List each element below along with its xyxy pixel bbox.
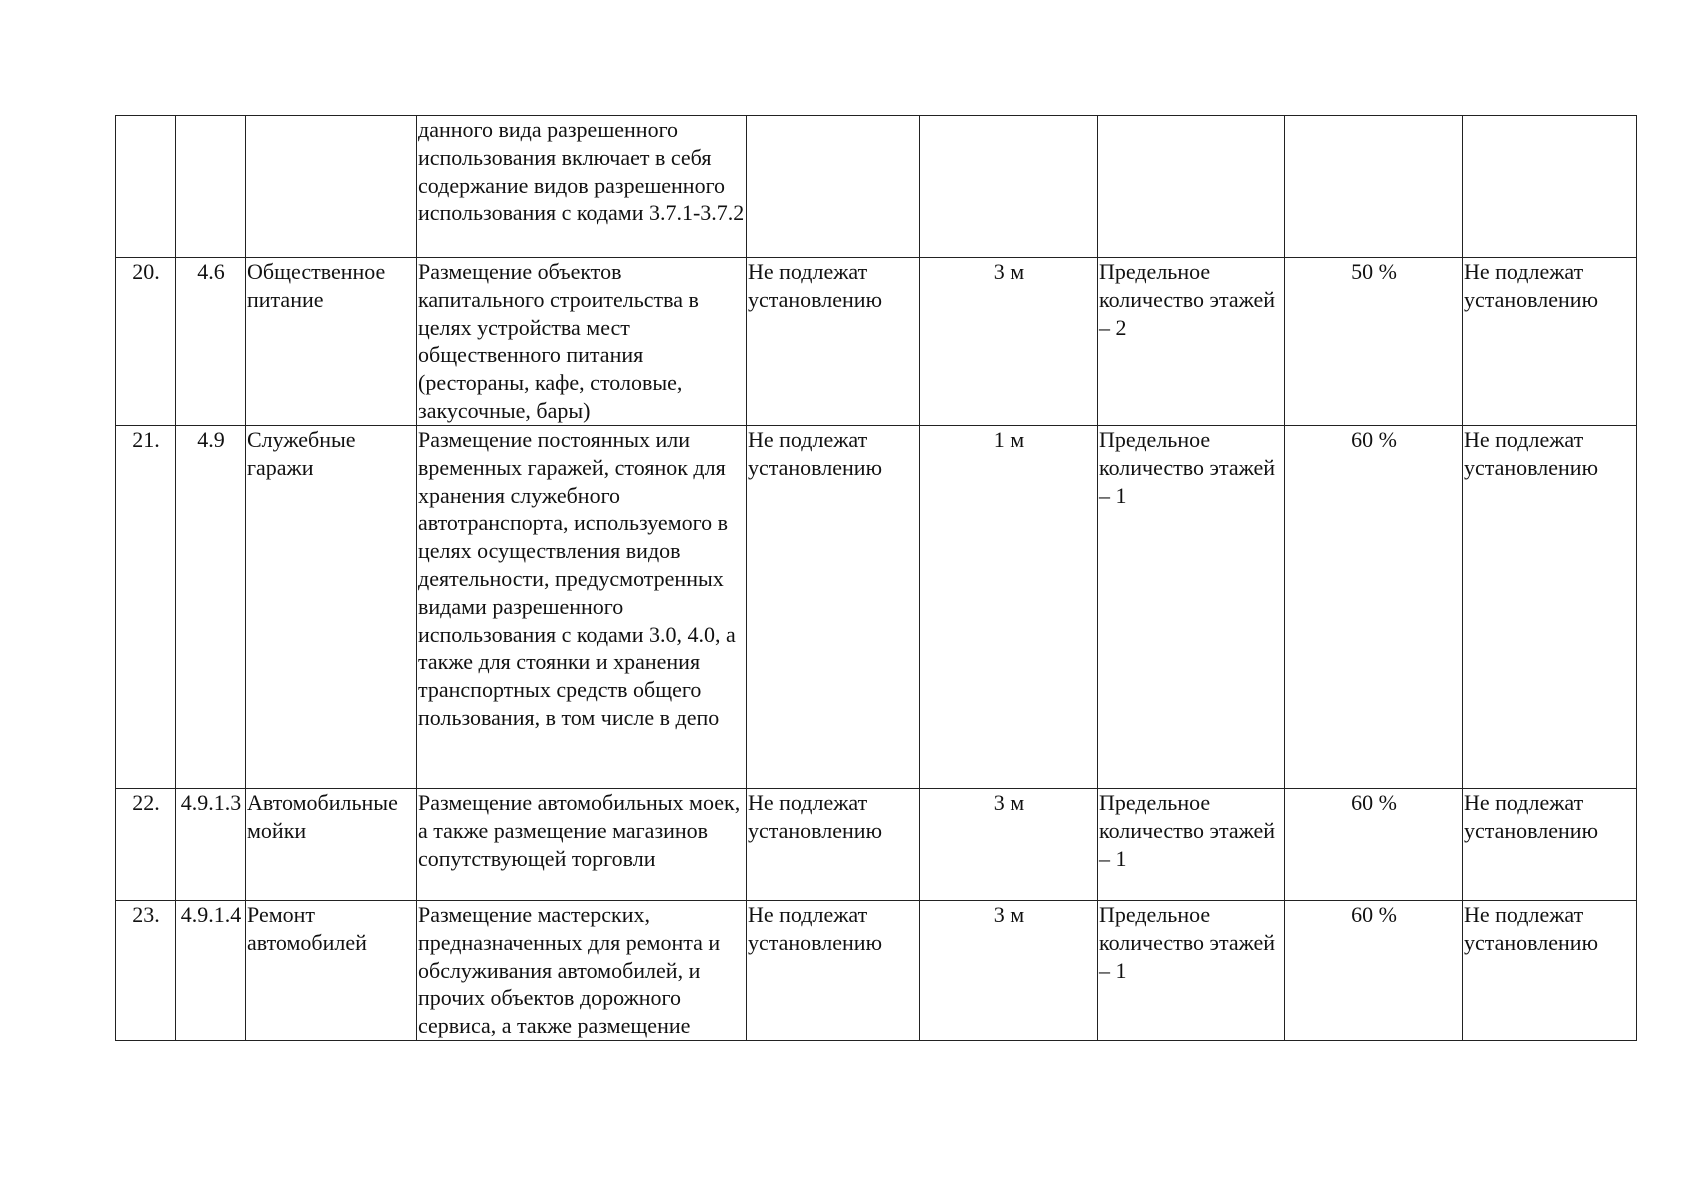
cell-col9: Не подлежат установлению <box>1463 426 1637 789</box>
cell-percent: 60 % <box>1285 789 1463 901</box>
cell-col5: Не подлежат установлению <box>747 789 920 901</box>
cell-col9: Не подлежат установлению <box>1463 789 1637 901</box>
table-row <box>116 426 1637 789</box>
table-row <box>116 789 1637 901</box>
cell-num: 22. <box>116 789 176 901</box>
cell-col5: Не подлежат установлению <box>747 901 920 1041</box>
cell-floors <box>1098 116 1285 258</box>
cell-code <box>176 116 246 258</box>
cell-description: Размещение мастерских, предназначенных для ремонта и обслуживания автомобилей, и прочих объектов дорожного сервиса, а также размещение <box>417 901 747 1041</box>
cell-col9 <box>1463 116 1637 258</box>
cell-description: Размещение объектов капитального строительства в целях устройства мест общественного питания (рестораны, кафе, столовые, закусочные, бары) <box>417 258 747 426</box>
cell-percent: 50 % <box>1285 258 1463 426</box>
cell-floors: Предельное количество этажей – 1 <box>1098 789 1285 901</box>
cell-floors: Предельное количество этажей – 2 <box>1098 258 1285 426</box>
cell-col5: Не подлежат установлению <box>747 426 920 789</box>
cell-description: данного вида разрешенного использования включает в себя содержание видов разрешенного использования с кодами 3.7.1-3.7.2 <box>417 116 747 258</box>
cell-col9: Не подлежат установлению <box>1463 258 1637 426</box>
cell-indent <box>920 116 1098 258</box>
cell-col9: Не подлежат установлению <box>1463 901 1637 1041</box>
cell-name <box>246 116 417 258</box>
cell-description: Размещение постоянных или временных гаражей, стоянок для хранения служебного автотранспорта, используемого в целях осуществления видов деятельности, предусмотренных видами разрешенного использования с кодами 3.0, 4.0, а также для стоянки и хранения транспортных средств общего пользования, в том числе в депо <box>417 426 747 789</box>
cell-description: Размещение автомобильных моек, а также размещение магазинов сопутствующей торговли <box>417 789 747 901</box>
cell-floors: Предельное количество этажей – 1 <box>1098 426 1285 789</box>
cell-num <box>116 116 176 258</box>
cell-code: 4.9.1.3 <box>176 789 246 901</box>
cell-num: 20. <box>116 258 176 426</box>
cell-col5: Не подлежат установлению <box>747 258 920 426</box>
cell-code: 4.9.1.4 <box>176 901 246 1041</box>
cell-num: 21. <box>116 426 176 789</box>
cell-name: Общественное питание <box>246 258 417 426</box>
cell-name: Служебные гаражи <box>246 426 417 789</box>
zoning-table <box>115 115 1637 1041</box>
cell-percent: 60 % <box>1285 426 1463 789</box>
cell-percent: 60 % <box>1285 901 1463 1041</box>
cell-num: 23. <box>116 901 176 1041</box>
cell-code: 4.6 <box>176 258 246 426</box>
cell-name: Автомобильные мойки <box>246 789 417 901</box>
cell-indent: 3 м <box>920 789 1098 901</box>
cell-code: 4.9 <box>176 426 246 789</box>
cell-indent: 3 м <box>920 901 1098 1041</box>
cell-indent: 1 м <box>920 426 1098 789</box>
table-row <box>116 901 1637 1041</box>
table-row-continuation <box>116 116 1637 258</box>
cell-col5 <box>747 116 920 258</box>
cell-percent <box>1285 116 1463 258</box>
cell-floors: Предельное количество этажей – 1 <box>1098 901 1285 1041</box>
cell-indent: 3 м <box>920 258 1098 426</box>
cell-name: Ремонт автомобилей <box>246 901 417 1041</box>
table-row <box>116 258 1637 426</box>
